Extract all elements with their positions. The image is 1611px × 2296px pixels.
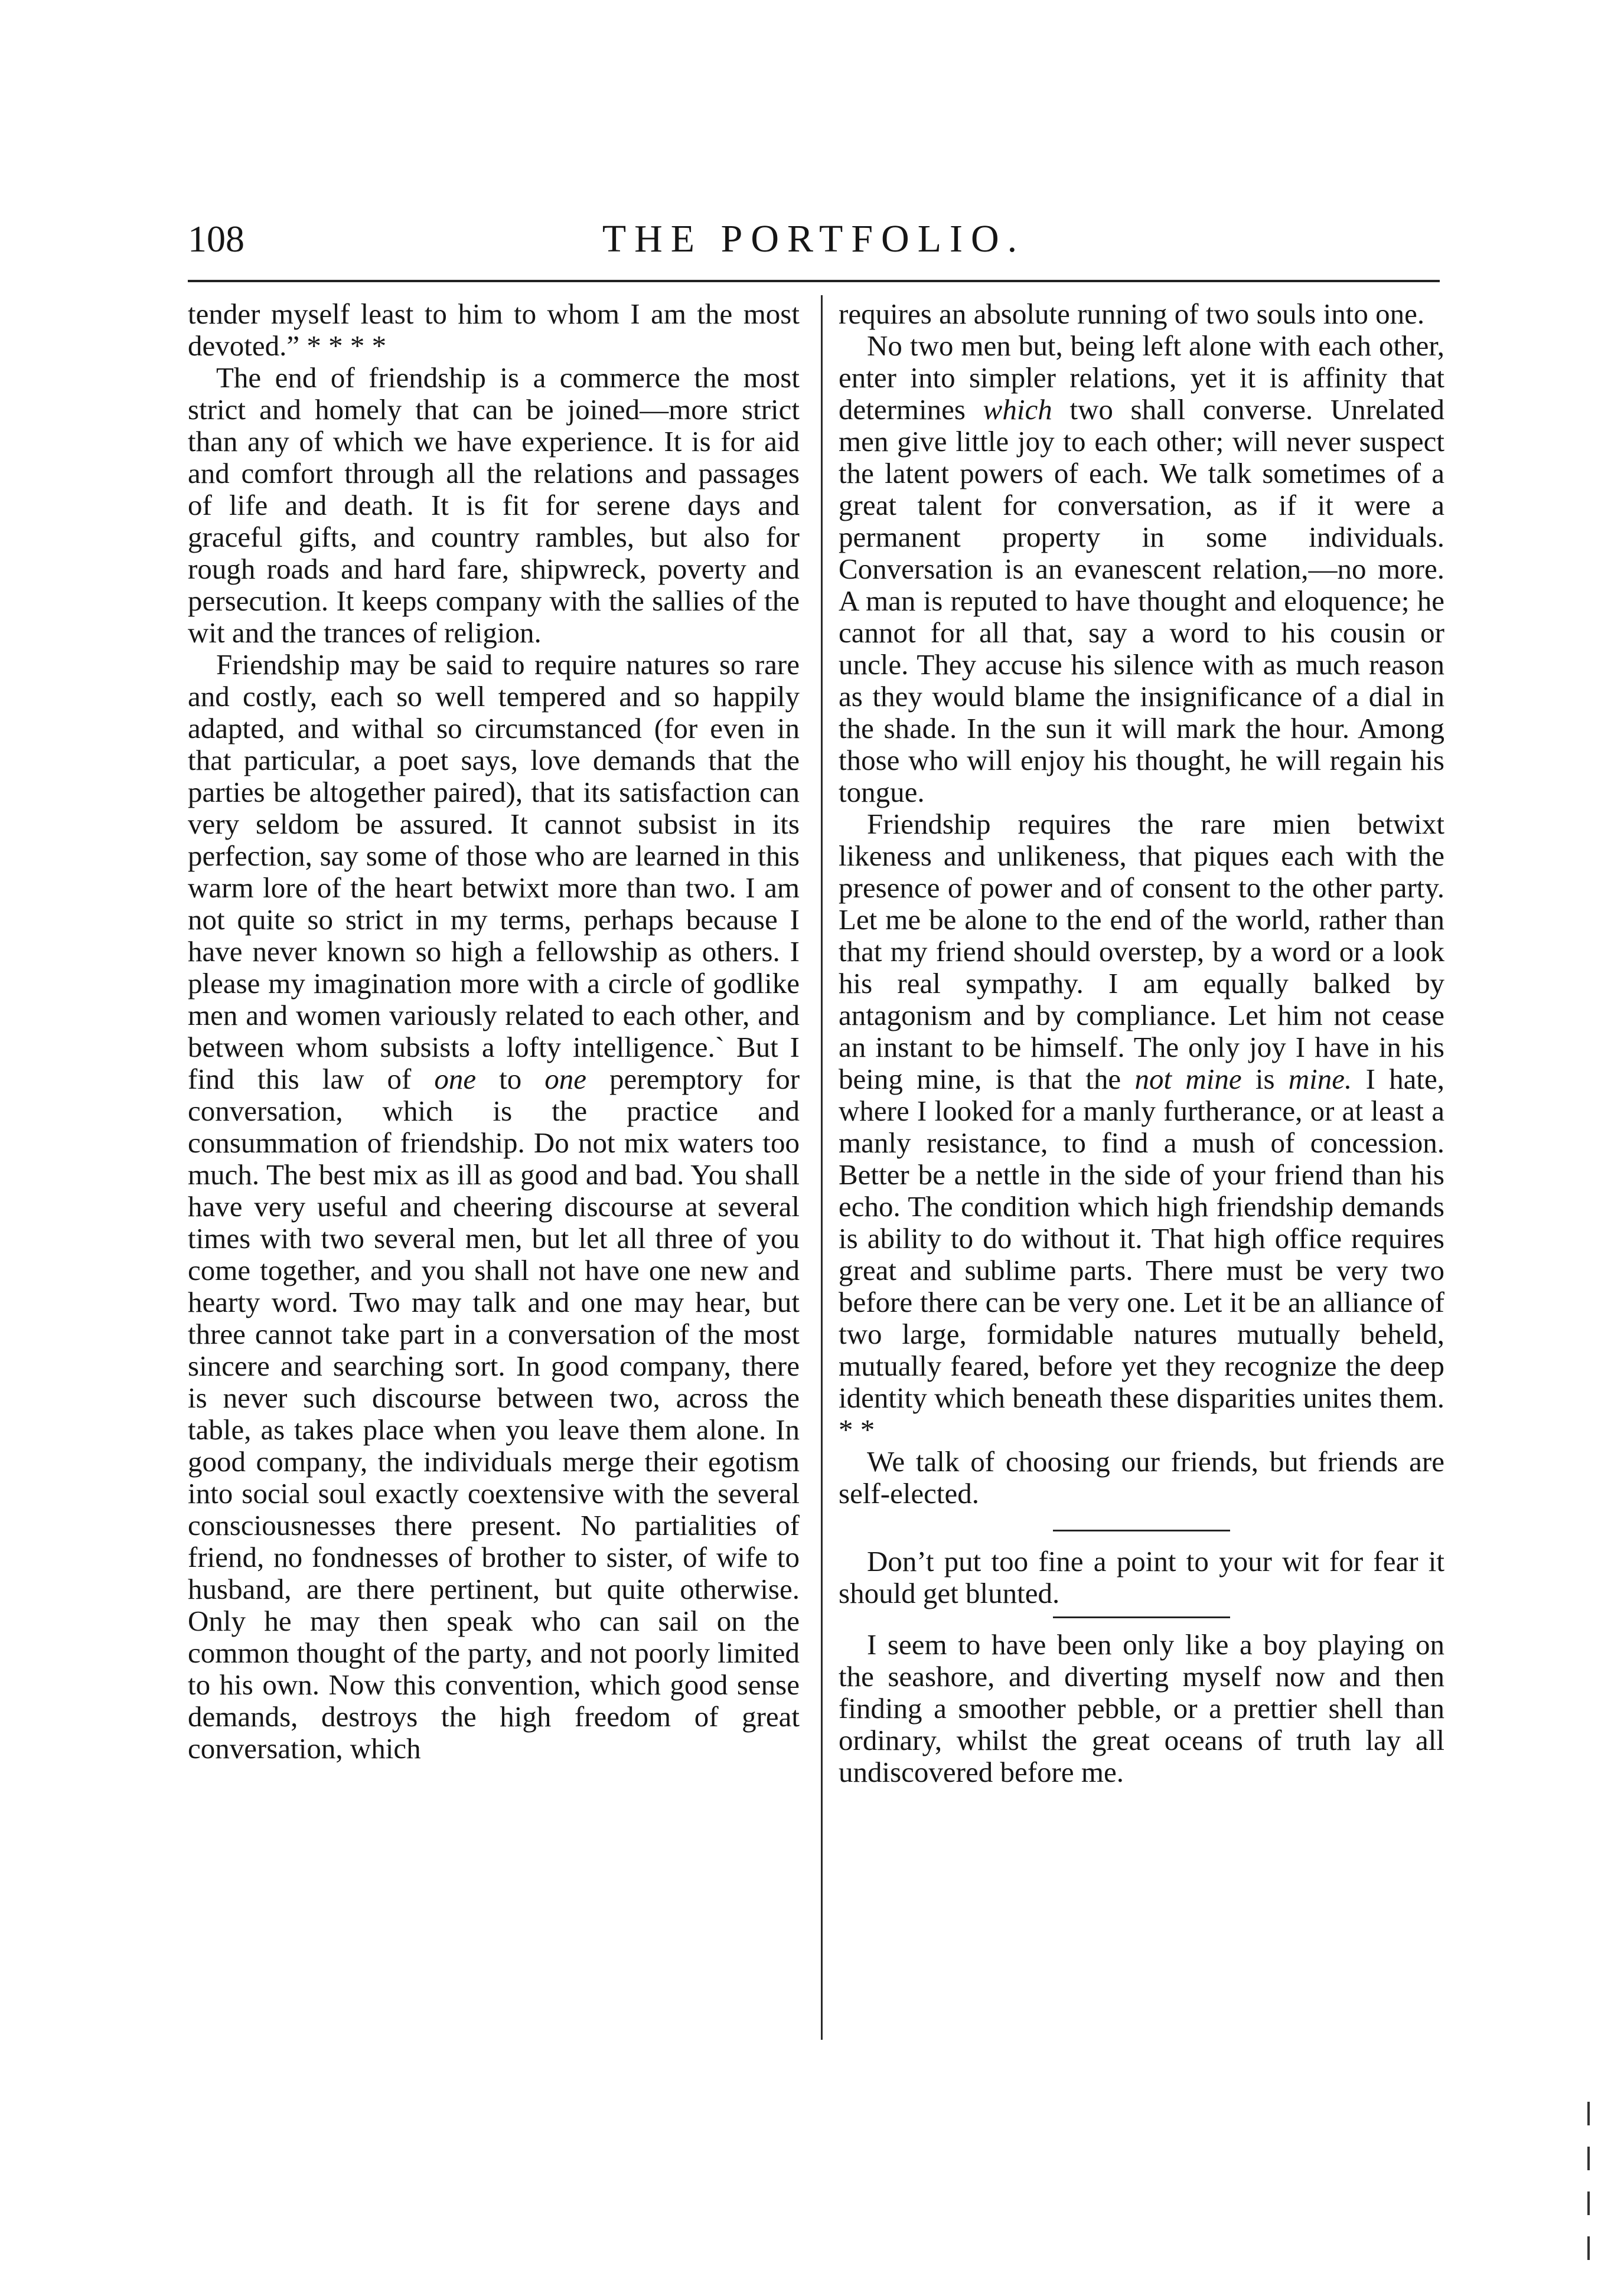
paragraph-text: peremptory for conversation, which is the practice and consummation of friendship. Do not mix waters too much. The best mix as ill as good and bad. You shall have very useful and cheering discourse at several times with two several men, but let all three of you come together, and you shall not have one new and hearty word. Two may talk and one may hear, but three cannot take part in a conversation of the most sincere and searching sort. In good company, there is never such discourse between two, across the table, as takes place when you leave them alone. In good company, the individuals merge their egotism into social soul exactly coextensive with the several consciousnesses there present. No partialities of friend, no fondnesses of brother to sister, of wife to husband, are there pertinent, but quite otherwise. Only he may then speak who can sail on the common thought of the party, and not poorly limited to his own. Now this convention, which good sense demands, destroys the high freedom of great conversation, which [188,1063,800,1765]
paragraph: requires an absolute running of two souls into one. [839,298,1425,330]
italic-word: mine. [1288,1063,1352,1095]
paragraph: The end of friendship is a commerce the most strict and homely that can be joined—more strict than any of which we have experience. It is for aid and comfort through all the relations and passages of life and death. It is fit for serene days and graceful gifts, and country rambles, but also for rough roads and hard fare, shipwreck, poverty and persecution. It keeps company with the sallies of the wit and the trances of religion. [188,361,800,649]
margin-mark [1587,2147,1590,2170]
margin-mark [1587,2236,1590,2260]
paragraph: Don’t put too fine a point to your wit for fear it should get blunted. [839,1545,1444,1609]
paragraph [839,330,1444,808]
header-rule [188,280,1440,282]
paragraph-text: two shall converse. Unrelated men give little joy to each other; will never suspect the latent powers of each. We talk sometimes of a great talent for conversation, as if it were a permanent property in some individuals. Conversation is an evanescent relation,—no more. A man is reputed to have thought and eloquence; he cannot for all that, say a word to his cousin or uncle. They accuse his silence with as much reason as they would blame the insignificance of a dial in the shade. In the sun it will mark the hour. Among those who will enjoy his thought, he will regain his tongue. [839,393,1444,808]
right-column [839,298,1444,1788]
page-header [188,213,1440,277]
italic-word: which [983,393,1052,426]
page-number: 108 [188,218,244,260]
margin-mark [1587,2102,1590,2125]
running-title: THE PORTFOLIO. [602,217,1026,260]
paragraph: We talk of choosing our friends, but friends are self-elected. [839,1445,1444,1510]
paragraph [188,649,800,1765]
left-column [188,298,800,1765]
paragraph-text: Friendship requires the rare mien betwixt likeness and unlikeness, that piques each with the presence of power and of consent to the other party. Let me be alone to the end of the world, rather than that my friend should overstep, by a word or a look his real sympathy. I am equally balked by antagonism and by compliance. Let him not cease an instant to be himself. The only joy I have in his being mine, is that the [839,808,1444,1095]
paragraph-text: is [1255,1063,1275,1095]
section-rule [1053,1616,1230,1618]
italic-word: not mine [1134,1063,1242,1095]
italic-word: one [434,1063,477,1095]
column-divider [821,295,823,2040]
italic-word: one [544,1063,586,1095]
margin-marks [1587,2102,1590,2279]
margin-mark [1587,2192,1590,2215]
paragraph: tender myself least to him to whom I am the most devoted.” * * * * [188,298,800,362]
paragraph-text: I hate, where I looked for a manly furtherance, or at least a manly resistance, to find a mush of concession. Better be a nettle in the side of your friend than his echo. The condition which high friendship demands is ability to do without it. That high office requires great and sublime parts. There must be very two before there can be very one. Let it be an alliance of two large, formidable natures mutually beheld, mutually feared, before yet they recognize the deep identity which beneath these disparities unites them. * * [839,1063,1445,1446]
paragraph-text: to [499,1063,522,1095]
paragraph-text: Friendship may be said to require natures so rare and costly, each so well tempered and so happily adapted, and withal so circumstanced (for even in that particular, a poet says, love demands that the parties be altogether paired), that its satisfaction can very seldom be assured. It cannot subsist in its perfection, say some of those who are learned in this warm lore of the heart betwixt more than two. I am not quite so strict in my terms, perhaps because I have never known so high a fellowship as others. I please my imagination more with a circle of godlike men and women variously related to each other, and between whom subsists a lofty intelligence.` But I find this law of [188,648,800,1095]
paragraph [839,808,1444,1446]
paragraph: I seem to have been only like a boy playing on the seashore, and diverting myself now and then finding a smoother pebble, or a prettier shell than ordinary, whilst the great oceans of truth lay all undiscovered before me. [839,1628,1444,1788]
section-rule [1053,1530,1230,1531]
paragraph-text: No two men but, being left alone with each other, enter into simpler relations, yet it is affinity that determines [839,329,1444,426]
